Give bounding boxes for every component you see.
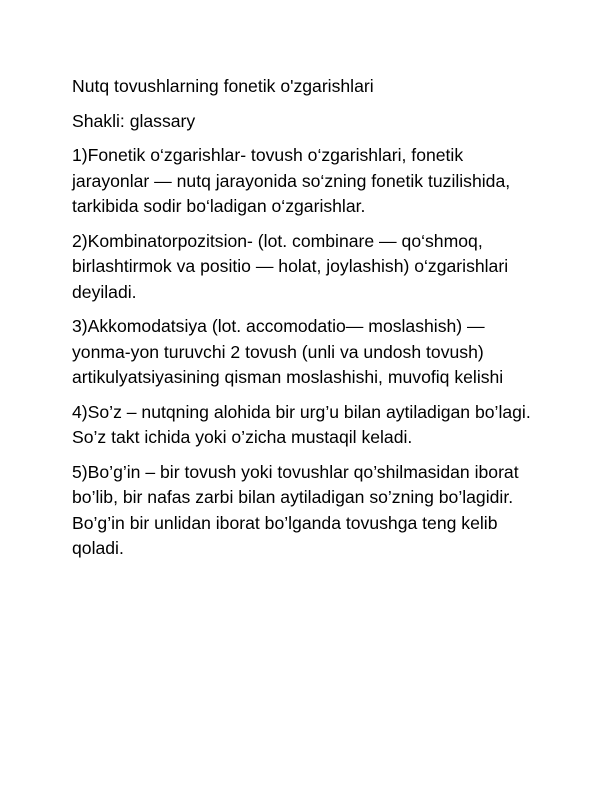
glossary-entry-1: 1)Fonetik o‘zgarishlar- tovush o‘zgarishlari, fonetik jarayonlar — nutq jarayonida so‘zning fonetik tuzilishida, tarkibida sodir bo‘ladigan o‘zgarishlar. xyxy=(72,145,511,216)
glossary-entry-4: 4)So’z – nutqning alohida bir urg’u bilan aytiladigan bo’lagi. So’z takt ichida yoki o’zicha mustaqil keladi. xyxy=(72,401,531,447)
document-title: Nutq tovushlarning fonetik o'zgarishlari xyxy=(72,76,374,96)
form-line: Shakli: glassary xyxy=(72,110,196,131)
glossary-entry-3: 3)Akkomodatsiya (lot. accomodatio— moslashish) — yonma-yon turuvchi 2 tovush (unli va undosh tovush) artikulyatsiyasining qisman moslashishi, muvofiq kelishi xyxy=(72,316,504,387)
glossary-entry-2: 2)Kombinatorpozitsion- (lot. combinare — qo‘shmoq, birlashtirmok va positio — holat, joylashish) o‘zgarishlari deyiladi. xyxy=(72,230,509,302)
document-body xyxy=(72,74,542,571)
glossary-entry-5: 5)Bo’g’in – bir tovush yoki tovushlar qo’shilmasidan iborat bo’lib, bir nafas zarbi bilan aytiladigan so’zning bo’lagidir. Bo’g’in bir unlidan iborat bo’lganda tovushga teng kelib qoladi. xyxy=(72,461,519,558)
